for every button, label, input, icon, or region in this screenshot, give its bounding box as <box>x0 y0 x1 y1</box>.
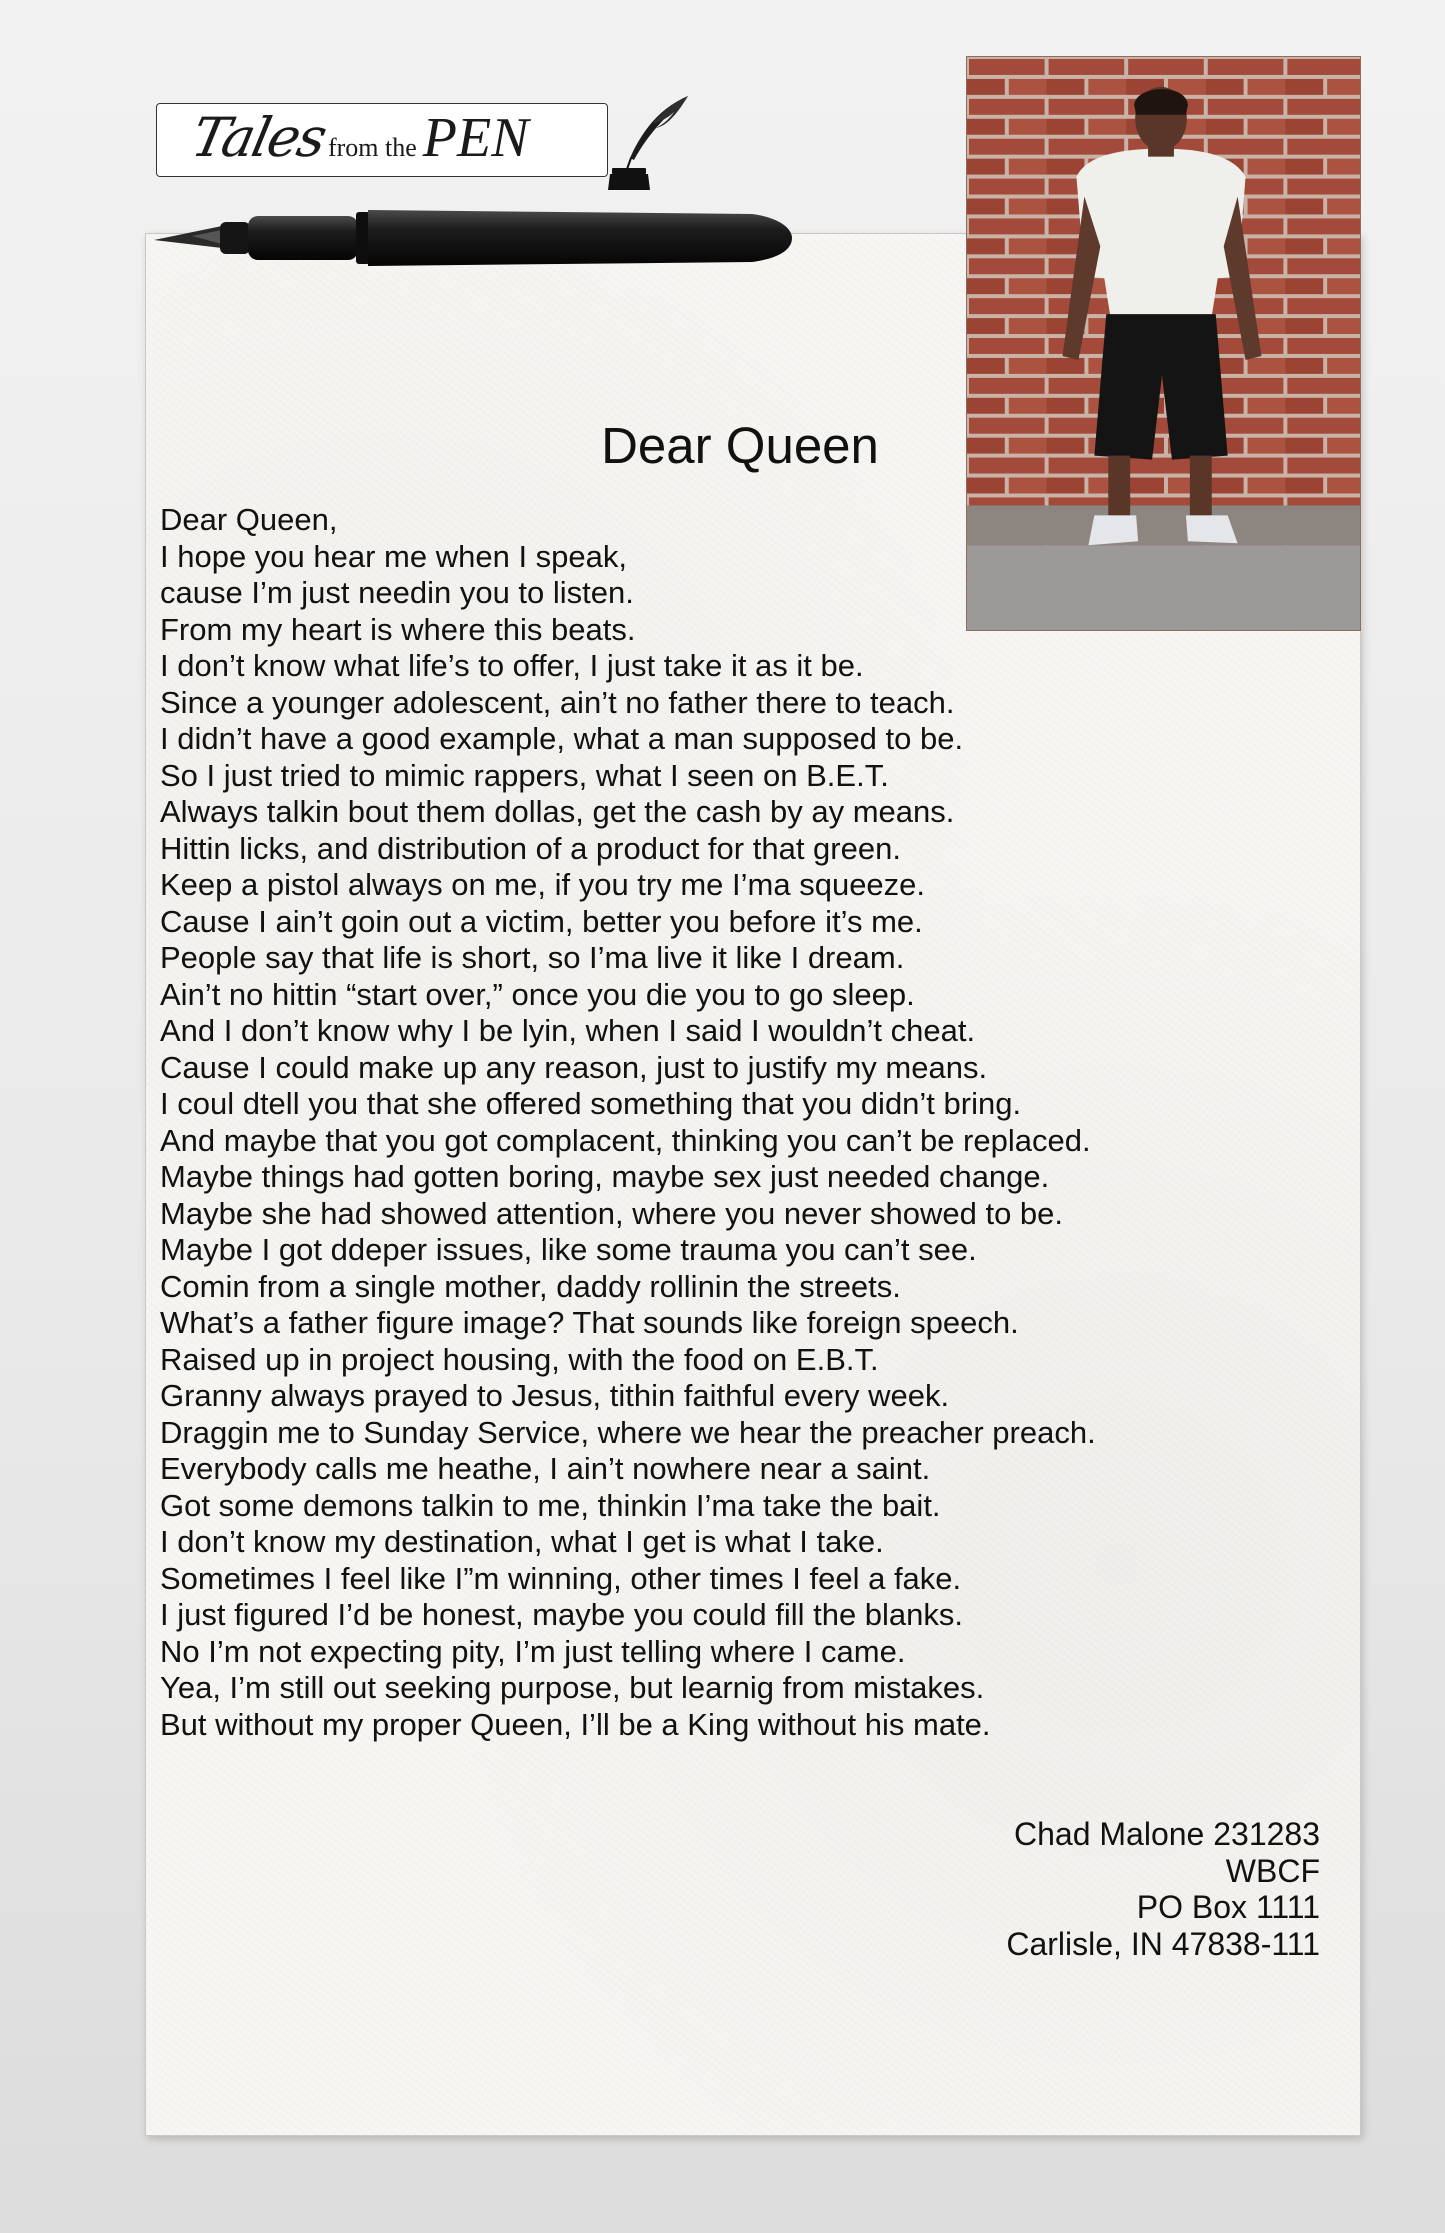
poem-line: cause I’m just needin you to listen. <box>160 575 634 610</box>
poem-line: Hittin licks, and distribution of a product for that green. <box>160 830 901 866</box>
poem-line: Everybody calls me heathe, I ain’t nowhere near a saint. <box>160 1451 931 1486</box>
author-po-box: PO Box 1111 <box>1136 1889 1320 1925</box>
poem-line: Draggin me to Sunday Service, where we hear the preacher preach. <box>160 1414 1096 1450</box>
poem-line: Maybe she had showed attention, where you never showed to be. <box>160 1195 1064 1231</box>
poem-line: Maybe I got ddeper issues, like some trauma you can’t see. <box>160 1232 977 1267</box>
poem-line: Cause I could make up any reason, just to justify my means. <box>160 1049 988 1085</box>
author-name-id: Chad Malone 231283 <box>1013 1816 1320 1852</box>
poem-line: I coul dtell you that she offered something that you didn’t bring. <box>160 1086 1022 1121</box>
logo-word-pen: PEN <box>422 107 529 169</box>
poem-line: Sometimes I feel like I”m winning, other times I feel a fake. <box>160 1560 962 1596</box>
poem-line: I don’t know my destination, what I get is what I take. <box>160 1524 884 1559</box>
logo-word-tales: Tales <box>186 106 331 169</box>
poem-line: So I just tried to mimic rappers, what I seen on B.E.T. <box>160 757 889 793</box>
poem-line: Cause I ain’t goin out a victim, better you before it’s me. <box>160 903 923 939</box>
poem-line: Raised up in project housing, with the food on E.B.T. <box>160 1341 879 1377</box>
poem-line: Maybe things had gotten boring, maybe sex just needed change. <box>160 1159 1050 1194</box>
author-city-state-zip: Carlisle, IN 47838-111 <box>1006 1925 1320 1962</box>
poem-title: Dear Queen <box>601 417 879 474</box>
poem-line: And I don’t know why I be lyin, when I said I wouldn’t cheat. <box>160 1013 976 1048</box>
poem-line: Granny always prayed to Jesus, tithin faithful every week. <box>160 1378 950 1413</box>
poem-line: Yea, I’m still out seeking purpose, but learnig from mistakes. <box>160 1670 985 1705</box>
poem-line: I just figured I’d be honest, maybe you could fill the blanks. <box>160 1597 964 1632</box>
poem-line: From my heart is where this beats. <box>160 611 636 647</box>
author-facility: WBCF <box>1225 1852 1320 1889</box>
poem-line: Got some demons talkin to me, thinkin I’ma take the bait. <box>160 1487 941 1523</box>
poem-body <box>160 502 1290 1743</box>
poem-line: No I’m not expecting pity, I’m just telling where I came. <box>160 1633 906 1669</box>
poem-line: Dear Queen, <box>160 502 338 537</box>
poem-line: People say that life is short, so I’ma live it like I dream. <box>160 940 905 975</box>
poem-line: Since a younger adolescent, ain’t no father there to teach. <box>160 684 955 720</box>
quill-inkwell-icon <box>604 92 694 192</box>
poem-line: Keep a pistol always on me, if you try me I’ma squeeze. <box>160 867 926 902</box>
signature-block <box>880 1816 1320 1962</box>
poem-line: And maybe that you got complacent, thinking you can’t be replaced. <box>160 1122 1091 1158</box>
fountain-pen-icon <box>152 196 792 276</box>
poem-line: Comin from a single mother, daddy rollinin the streets. <box>160 1268 901 1304</box>
logo-text <box>186 106 529 170</box>
poem-line: But without my proper Queen, I’ll be a King without his mate. <box>160 1706 991 1742</box>
poem-line: I didn’t have a good example, what a man supposed to be. <box>160 721 964 756</box>
poem-line: Ain’t no hittin “start over,” once you die you to go sleep. <box>160 976 915 1012</box>
poem-line: Always talkin bout them dollas, get the cash by ay means. <box>160 794 955 829</box>
tales-from-the-pen-logo <box>156 103 608 177</box>
poem-line: I don’t know what life’s to offer, I just take it as it be. <box>160 648 864 683</box>
poem-line: What’s a father figure image? That sounds like foreign speech. <box>160 1305 1019 1340</box>
logo-word-from-the: from the <box>327 133 417 162</box>
poem-line: I hope you hear me when I speak, <box>160 538 628 574</box>
